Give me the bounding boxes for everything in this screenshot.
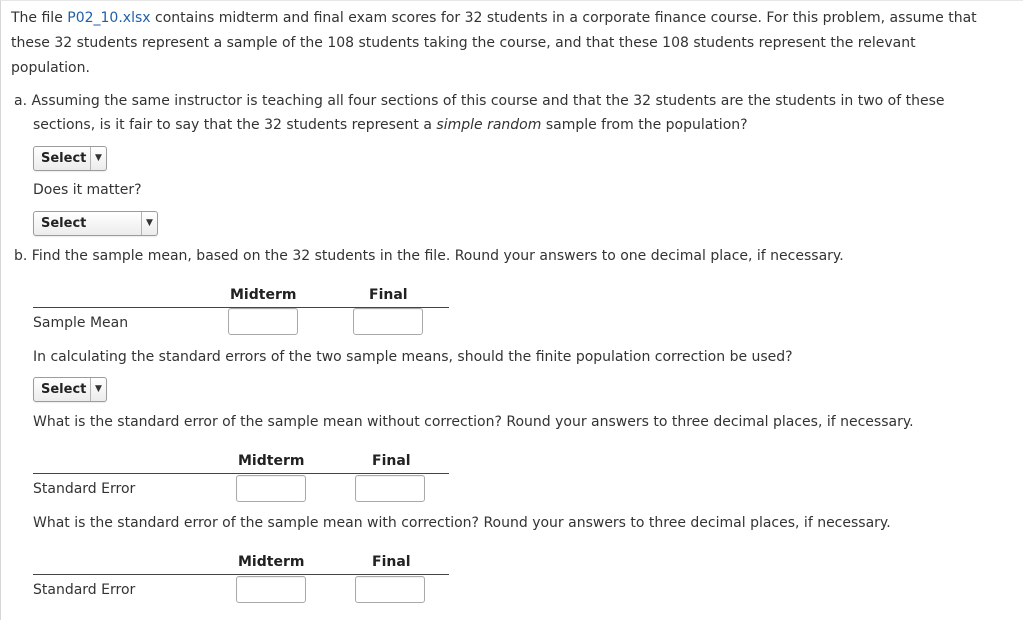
col-header-midterm: Midterm xyxy=(238,453,305,469)
fair-sample-select[interactable]: Select ▼ xyxy=(33,146,107,171)
sample-mean-midterm-input[interactable] xyxy=(228,308,298,335)
standard-error-label: Standard Error xyxy=(33,481,136,497)
intro-line-2: these 32 students represent a sample of the 108 students taking the course, and that these 108 students represent the relevant xyxy=(11,35,916,51)
dropdown-arrow-icon: ▼ xyxy=(90,147,106,170)
sample-mean-final-input[interactable] xyxy=(353,308,423,335)
se-without-midterm-input[interactable] xyxy=(236,475,306,502)
se-with-question: What is the standard error of the sample mean with correction? Round your answers to three decimal places, if necessary. xyxy=(33,515,891,531)
intro-line-1 xyxy=(11,10,977,27)
col-header-midterm: Midterm xyxy=(230,287,297,303)
part-a-question: a. Assuming the same instructor is teaching all four sections of this course and that the 32 students are the students in two of these xyxy=(14,93,945,109)
part-b-question: b. Find the sample mean, based on the 32 students in the file. Round your answers to one decimal place, if necessary. xyxy=(14,248,844,264)
intro-text: contains midterm and final exam scores for 32 students in a corporate finance course. For this problem, assume that xyxy=(155,10,977,26)
col-header-midterm: Midterm xyxy=(238,554,305,570)
intro-line-3: population. xyxy=(11,60,90,76)
col-header-final: Final xyxy=(372,554,411,570)
standard-error-label: Standard Error xyxy=(33,582,136,598)
intro-prefix: The file xyxy=(11,10,63,26)
does-it-matter-select[interactable]: Select ▼ xyxy=(33,211,158,236)
table-rule xyxy=(33,473,449,474)
se-with-midterm-input[interactable] xyxy=(236,576,306,603)
sample-mean-label: Sample Mean xyxy=(33,315,129,331)
dropdown-arrow-icon: ▼ xyxy=(90,378,106,401)
table-rule xyxy=(33,574,449,575)
se-without-final-input[interactable] xyxy=(355,475,425,502)
dropdown-arrow-icon: ▼ xyxy=(141,212,157,235)
col-header-final: Final xyxy=(372,453,411,469)
part-a-question-line-2: sections, is it fair to say that the 32 students represent a simple random sample from the population? xyxy=(33,117,748,133)
fpc-question: In calculating the standard errors of the two sample means, should the finite population correction be used? xyxy=(33,349,793,365)
fpc-select[interactable]: Select ▼ xyxy=(33,377,107,402)
emphasis-text: simple random xyxy=(436,117,542,133)
se-with-final-input[interactable] xyxy=(355,576,425,603)
does-it-matter-label: Does it matter? xyxy=(33,182,142,198)
se-without-question: What is the standard error of the sample mean without correction? Round your answers to three decimal places, if necessary. xyxy=(33,414,914,430)
file-link[interactable]: P02_10.xlsx xyxy=(67,10,151,26)
col-header-final: Final xyxy=(369,287,408,303)
